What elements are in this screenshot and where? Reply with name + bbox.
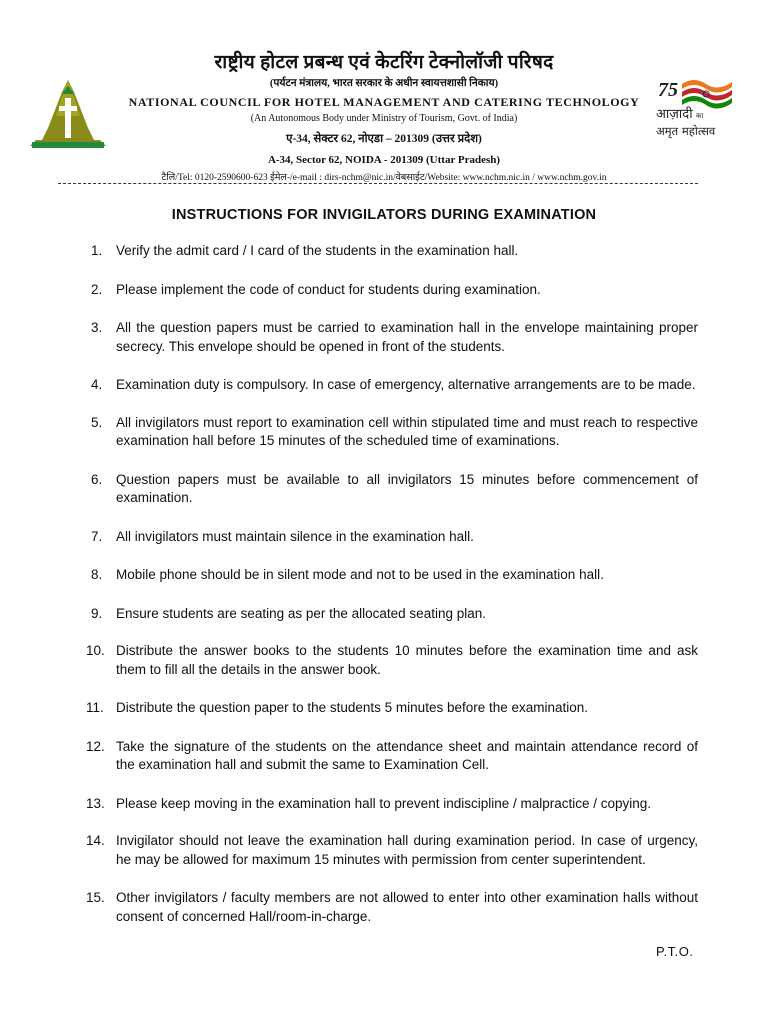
list-item: [86, 281, 698, 300]
logo-suffix: का: [696, 112, 704, 120]
contact-info: टैलि/Tel: 0120-2590600-623 ईमेल-/e-mail : dirs-nchm@nic.in/वेबसाईट/Website: www.nchm.nic.in / www.nchm.gov.in: [161, 173, 607, 183]
logo-line2: अमृत महोत्सव: [656, 124, 716, 138]
item-number: 14.: [86, 833, 105, 848]
item-text: Invigilator should not leave the examination hall during examination period. In case of urgency, he may be allowed for maximum 15 minutes with permission from center superintendent.: [116, 833, 698, 867]
item-number: 13.: [86, 795, 105, 811]
item-number: 1.: [91, 243, 103, 258]
item-number: 9.: [91, 605, 103, 621]
item-number: 5.: [91, 414, 103, 430]
hindi-org-title: राष्ट्रीय होटल प्रबन्ध एवं केटरिंग टेक्नोलॉजी परिषद: [214, 52, 554, 73]
item-number: 3.: [91, 320, 103, 335]
item-text: Question papers must be available to all invigilators 15 minutes before commencement of examination.: [116, 471, 698, 505]
letterhead: [0, 0, 768, 200]
english-org-subtitle: (An Autonomous Body under Ministry of Tourism, Govt. of India): [250, 113, 518, 124]
english-org-title: NATIONAL COUNCIL FOR HOTEL MANAGEMENT AND CATERING TECHNOLOGY: [128, 95, 640, 109]
list-item: [86, 889, 698, 926]
item-text: All invigilators must report to examination cell within stipulated time and must reach to respective examination hall before 15 minutes of the scheduled time of examinations.: [116, 414, 698, 448]
item-text: Other invigilators / faculty members are not allowed to enter into other examination halls without consent of concerned Hall/room-in-charge.: [116, 890, 698, 924]
list-item: [86, 699, 698, 718]
list-item: [86, 642, 698, 679]
azadi-ka-amrit-mahotsav-logo-icon: [652, 72, 738, 142]
english-address: A-34, Sector 62, NOIDA - 201309 (Uttar Pradesh): [267, 154, 501, 166]
item-text: Mobile phone should be in silent mode and not to be used in the examination hall.: [116, 567, 604, 582]
list-item: [86, 795, 698, 814]
item-text: All invigilators must maintain silence in the examination hall.: [116, 528, 474, 544]
list-item: [86, 738, 698, 775]
document-title: INSTRUCTIONS FOR INVIGILATORS DURING EXAMINATION: [171, 207, 597, 223]
item-text: All the question papers must be carried to examination hall in the envelope maintaining proper secrecy. This envelope should be opened in front of the students.: [116, 320, 698, 354]
item-text: Distribute the answer books to the students 10 minutes before the examination time and ask them to fill all the details in the answer book.: [116, 643, 698, 677]
logo-number: 75: [658, 79, 678, 101]
item-text: Examination duty is compulsory. In case of emergency, alternative arrangements are to be made.: [116, 377, 696, 392]
hindi-org-subtitle: (पर्यटन मंत्रालय, भारत सरकार के अधीन स्वायत्तशासी निकाय): [269, 78, 499, 89]
pto-footer: P.T.O.: [656, 944, 694, 959]
list-item: [86, 471, 698, 508]
item-text: Please implement the code of conduct for students during examination.: [116, 281, 541, 297]
list-item: [86, 832, 698, 869]
item-text: Ensure students are seating as per the allocated seating plan.: [116, 605, 486, 621]
item-number: 6.: [91, 471, 103, 487]
item-text: Take the signature of the students on the attendance sheet and maintain attendance record of the examination hall and submit the same to Examination Cell.: [116, 738, 698, 772]
item-number: 8.: [91, 567, 103, 582]
letterhead-text: [110, 50, 658, 186]
item-number: 15.: [86, 890, 105, 905]
item-number: 12.: [86, 738, 105, 754]
item-text: Verify the admit card / I card of the students in the examination hall.: [116, 243, 519, 258]
list-item: [86, 376, 698, 395]
list-item: [86, 242, 698, 261]
item-number: 10.: [86, 643, 105, 658]
item-text: Please keep moving in the examination hall to prevent indiscipline / malpractice / copying.: [116, 795, 652, 811]
list-item: [86, 528, 698, 547]
list-item: [86, 566, 698, 585]
item-number: 11.: [86, 700, 104, 715]
list-item: [86, 319, 698, 356]
item-number: 7.: [91, 528, 103, 544]
item-number: 2.: [91, 281, 103, 297]
item-number: 4.: [91, 377, 103, 392]
logo-line1: आज़ादी: [656, 107, 693, 122]
list-item: [86, 414, 698, 451]
item-text: Distribute the question paper to the students 5 minutes before the examination.: [116, 700, 589, 715]
nchmct-logo-icon: [28, 76, 108, 150]
hindi-address: ए-34, सेक्टर 62, नोएडा – 201309 (उत्तर प्रदेश): [286, 133, 482, 145]
instructions-list: [86, 236, 698, 926]
list-item: [86, 605, 698, 624]
header-divider: [58, 183, 698, 184]
